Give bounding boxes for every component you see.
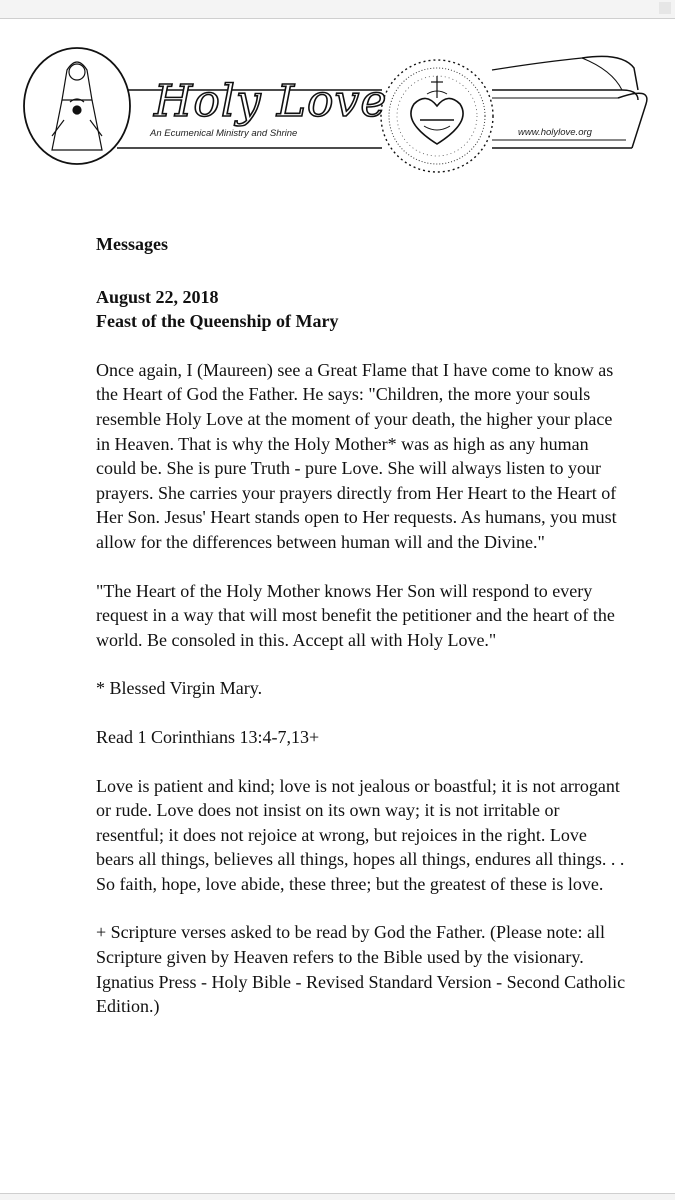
ministry-tagline: An Ecumenical Ministry and Shrine (150, 128, 298, 139)
message-paragraph: Once again, I (Maureen) see a Great Flame that I have come to know as the Heart of God the Father. He says: "Children, the more your souls resemble Holy Love at the moment of your death, the higher your place in Heaven. That is why the Holy Mother* was as high as any human could be. She is pure Truth - pure Love. She will always listen to your prayers. She carries your prayers directly from Her Heart to the Heart of Her Son. Jesus' Heart stands open to Her requests. As humans, you must allow for the differences between human will and the Divine." (96, 359, 617, 552)
feast-title: Feast of the Queenship of Mary (96, 311, 339, 332)
viewer-bottom-bar (0, 1193, 675, 1200)
viewer-top-bar (0, 0, 675, 19)
united-hearts-icon (381, 60, 493, 172)
message-body (96, 232, 626, 1019)
scripture-note: + Scripture verses asked to be read by God the Father. (Please note: all Scripture given by Heaven refers to the Bible used by the visionary. Ignatius Press - Holy Bible - Revised Standard Version - Second Catholic Edition.) (96, 922, 626, 1017)
section-title: Messages (96, 234, 168, 254)
message-paragraph: "The Heart of the Holy Mother knows Her Son will respond to every request in a way that will most benefit the petitioner and the heart of the world. Be consoled in this. Accept all with Holy Love." (96, 580, 615, 650)
logo-title: Holy Love (154, 76, 388, 127)
scripture-text: Love is patient and kind; love is not jealous or boastful; it is not arrogant or rude. Love does not insist on its own way; it is not irritable or resentful; it does not rejoice at wrong, but rejoices in the right. Love bears all things, believes all things, hopes all things, endures all things. . . So faith, hope, love abide, these three; but the greatest of these is love. (96, 775, 625, 894)
viewer-corner (659, 2, 671, 14)
scripture-reference: Read 1 Corinthians 13:4-7,13+ (96, 726, 320, 747)
website-url[interactable]: www.holylove.org (518, 127, 592, 138)
holy-love-banner (22, 40, 652, 175)
message-date: August 22, 2018 (96, 286, 219, 307)
footnote: * Blessed Virgin Mary. (96, 678, 263, 699)
